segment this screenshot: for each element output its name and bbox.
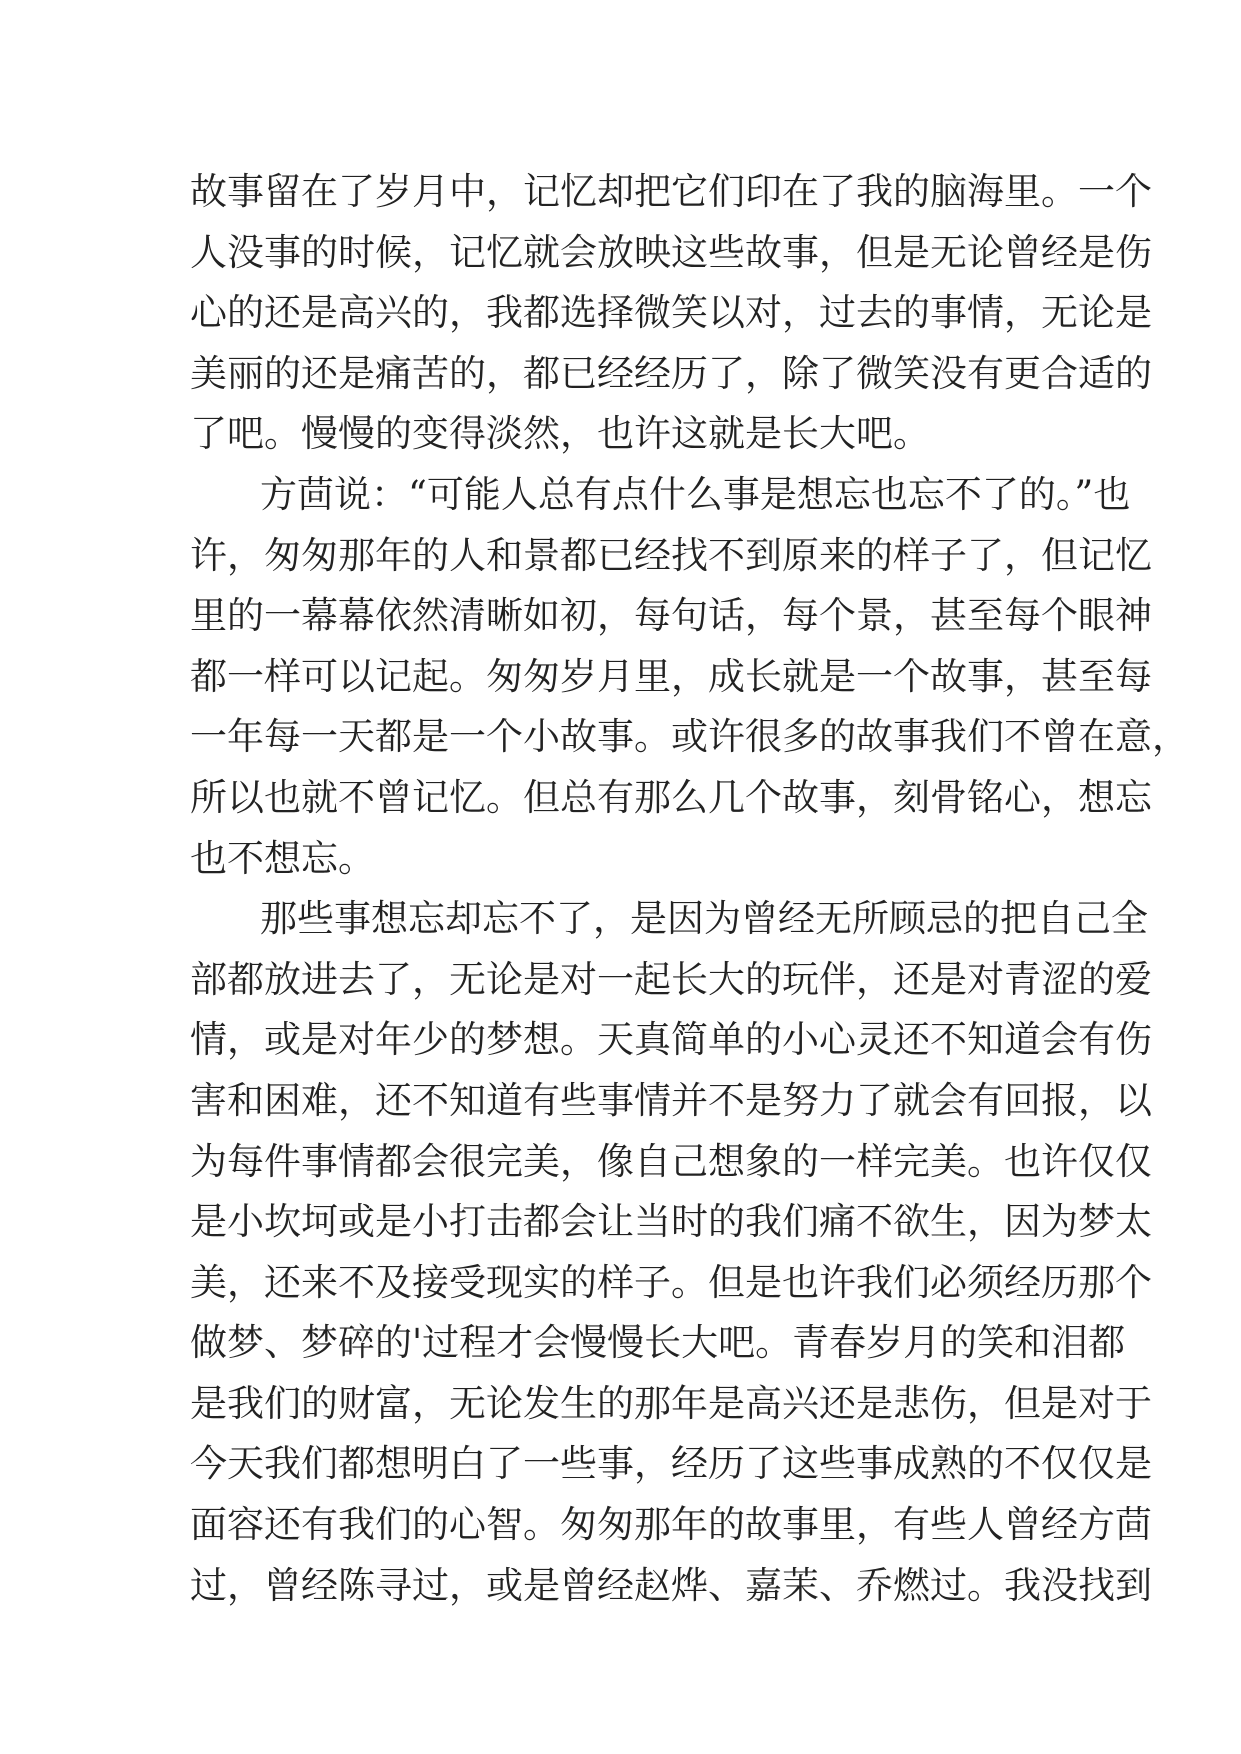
text-line: 美，还来不及接受现实的样子。但是也许我们必须经历那个 — [190, 1260, 1152, 1304]
paragraph-first-line: 那些事想忘却忘不了，是因为曾经无所顾忌的把自己全 — [260, 897, 1148, 941]
text-line: 今天我们都想明白了一些事，经历了这些事成熟的不仅仅是 — [190, 1442, 1152, 1486]
text-line: 部都放进去了，无论是对一起长大的玩伴，还是对青涩的爱 — [190, 957, 1152, 1001]
text-line: 也不想忘。 — [190, 836, 375, 880]
paragraph-first-line: 方茴说：“可能人总有点什么事是想忘也忘不了的。”也 — [260, 472, 1131, 516]
text-line: 了吧。慢慢的变得淡然，也许这就是长大吧。 — [190, 412, 930, 456]
text-line: 情，或是对年少的梦想。天真简单的小心灵还不知道会有伤 — [190, 1018, 1152, 1062]
text-line: 心的还是高兴的，我都选择微笑以对，过去的事情，无论是 — [190, 291, 1152, 335]
text-line: 里的一幕幕依然清晰如初，每句话，每个景，甚至每个眼神 — [190, 594, 1152, 638]
text-line: 许，匆匆那年的人和景都已经找不到原来的样子了，但记忆 — [190, 533, 1152, 577]
text-line: 一年每一天都是一个小故事。或许很多的故事我们不曾在意， — [190, 715, 1189, 759]
text-line: 故事留在了岁月中，记忆却把它们印在了我的脑海里。一个 — [190, 170, 1152, 213]
text-line: 美丽的还是痛苦的，都已经经历了，除了微笑没有更合适的 — [190, 351, 1152, 395]
text-line: 害和困难，还不知道有些事情并不是努力了就会有回报，以 — [190, 1078, 1152, 1122]
text-line: 人没事的时候，记忆就会放映这些故事，但是无论曾经是伤 — [190, 230, 1152, 274]
text-line: 为每件事情都会很完美，像自己想象的一样完美。也许仅仅 — [190, 1139, 1152, 1183]
text-line: 所以也就不曾记忆。但总有那么几个故事，刻骨铭心，想忘 — [190, 775, 1152, 819]
text-line: 都一样可以记起。匆匆岁月里，成长就是一个故事，甚至每 — [190, 654, 1152, 698]
text-line: 做梦、梦碎的'过程才会慢慢长大吧。青春岁月的笑和泪都 — [190, 1321, 1126, 1365]
text-line: 是小坎坷或是小打击都会让当时的我们痛不欲生，因为梦太 — [190, 1200, 1152, 1244]
text-line: 过，曾经陈寻过，或是曾经赵烨、嘉茉、乔燃过。我没找到 — [190, 1563, 1152, 1607]
text-line: 面容还有我们的心智。匆匆那年的故事里，有些人曾经方茴 — [190, 1503, 1152, 1547]
body-text — [190, 162, 1189, 1616]
text-line: 是我们的财富，无论发生的那年是高兴还是悲伤，但是对于 — [190, 1381, 1152, 1425]
